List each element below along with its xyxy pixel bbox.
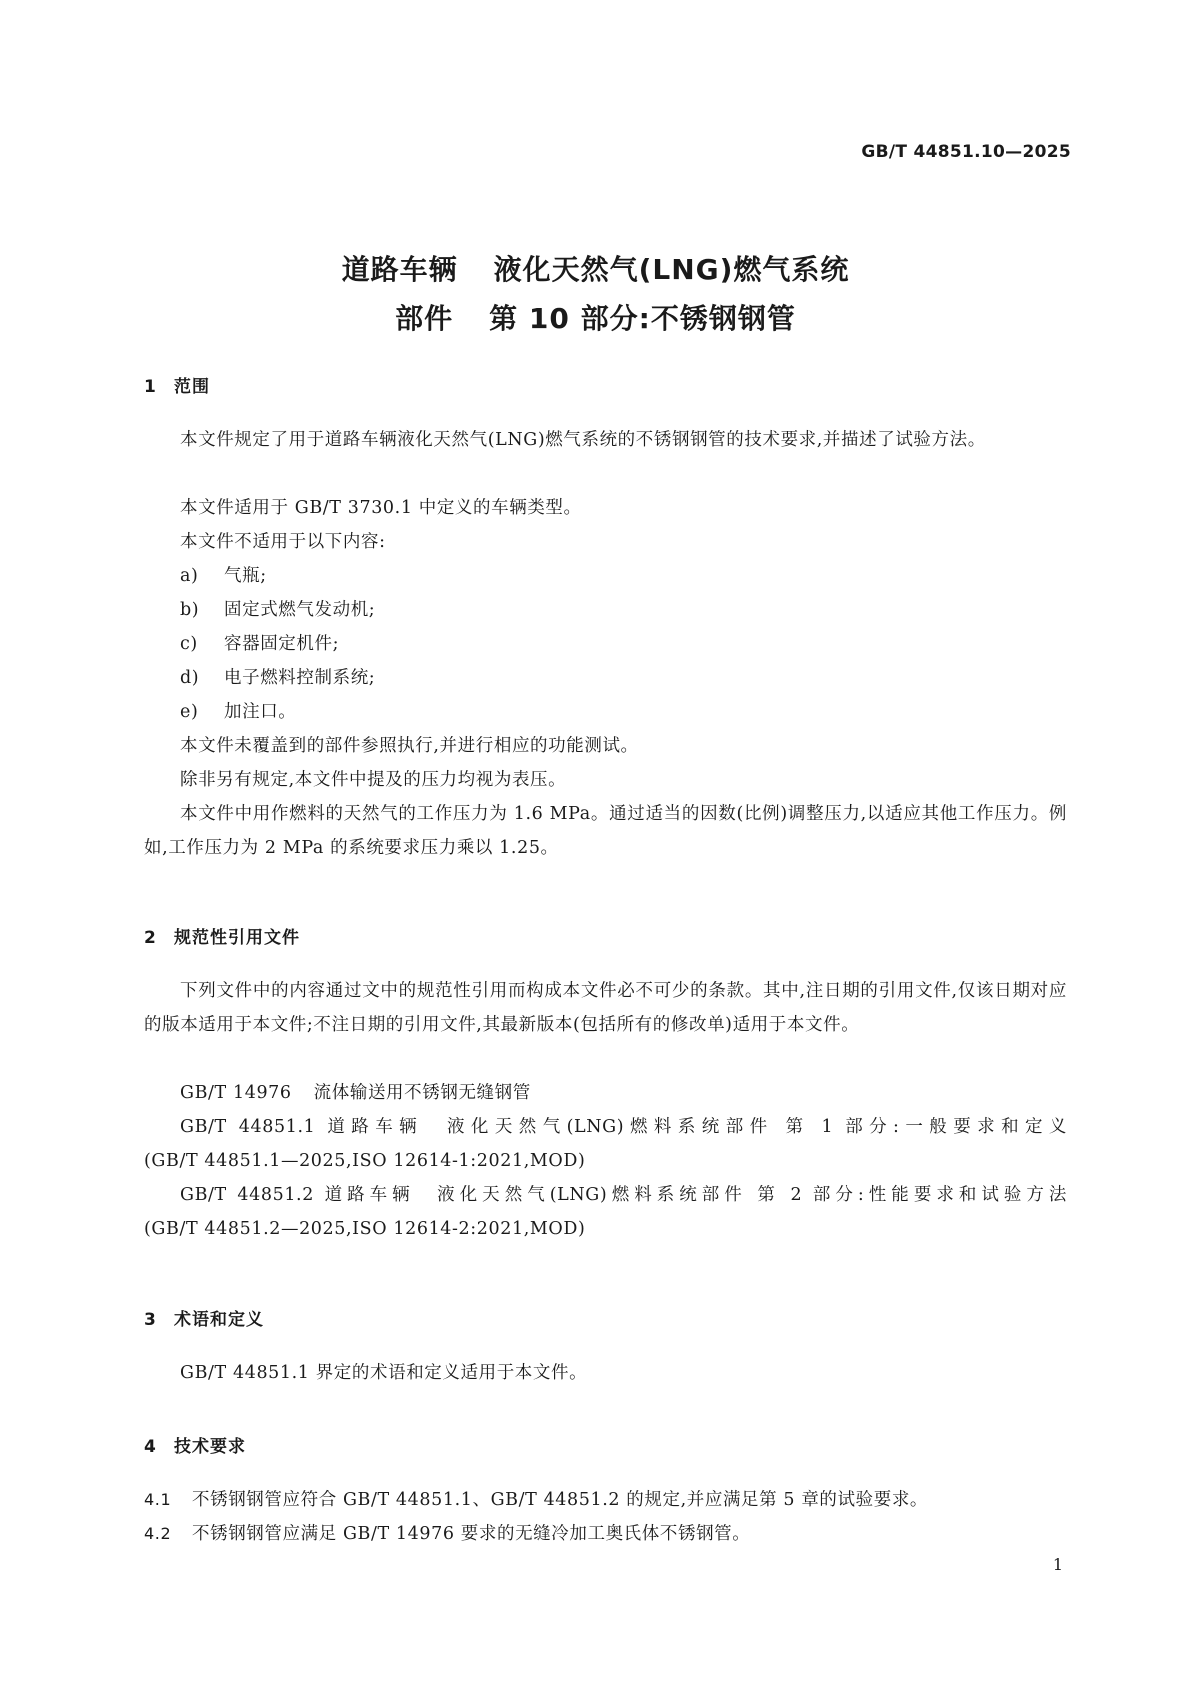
section-2-number: 2	[144, 928, 157, 948]
clause-number: 4.1	[144, 1490, 172, 1509]
page-number: 1	[1052, 1555, 1063, 1574]
list-item	[180, 559, 267, 593]
section-1-paragraph-2: 本文件适用于 GB/T 3730.1 中定义的车辆类型。	[180, 498, 582, 518]
reference-entry	[144, 1110, 1067, 1178]
reference-title: 道路车辆 液化天然气(LNG)燃料系统部件	[324, 1185, 747, 1205]
section-1-paragraph-4: 本文件未覆盖到的部件参照执行,并进行相应的功能测试。	[180, 736, 639, 756]
list-item-text: 加注口。	[224, 702, 297, 722]
section-1-paragraph-5: 除非另有规定,本文件中提及的压力均视为表压。	[180, 770, 567, 790]
reference-entry	[180, 1076, 531, 1110]
reference-code: GB/T 44851.1	[180, 1117, 316, 1137]
list-item-marker: b)	[180, 600, 200, 620]
section-3-number: 3	[144, 1310, 157, 1330]
reference-part: 第 2 部分:	[757, 1185, 865, 1205]
reference-part: 第 1 部分:	[785, 1117, 900, 1137]
list-item	[180, 627, 339, 661]
section-2-title: 规范性引用文件	[174, 928, 300, 948]
title-line-1-part-b: 液化天然气(LNG)燃气系统	[493, 253, 850, 286]
clause-number: 4.2	[144, 1524, 172, 1543]
reference-first-line	[144, 1178, 1067, 1212]
title-line-2	[0, 297, 1191, 337]
section-1-paragraph-6: 本文件中用作燃料的天然气的工作压力为 1.6 MPa。通过适当的因数(比例)调整压力,以适应其他工作压力。例如,工作压力为 2 MPa 的系统要求压力乘以 1.25。	[144, 804, 1067, 858]
list-item-text: 电子燃料控制系统;	[224, 668, 376, 688]
clause-text: 不锈钢钢管应满足 GB/T 14976 要求的无缝冷加工奥氏体不锈钢管。	[192, 1524, 751, 1544]
section-2-heading	[144, 923, 300, 948]
section-4-number: 4	[144, 1437, 157, 1457]
title-line-2-part-a: 部件	[395, 302, 454, 335]
list-item-text: 容器固定机件;	[224, 634, 340, 654]
reference-part-title: 性能要求和试验方法	[864, 1185, 1068, 1205]
list-item-marker: c)	[180, 634, 198, 654]
list-item-marker: a)	[180, 566, 199, 586]
list-item-text: 气瓶;	[224, 566, 267, 586]
list-item	[180, 695, 296, 729]
section-1-paragraph-1: 本文件规定了用于道路车辆液化天然气(LNG)燃气系统的不锈钢钢管的技术要求,并描述了试验方法。	[180, 430, 986, 450]
reference-entry	[144, 1178, 1067, 1246]
list-item-marker: e)	[180, 702, 199, 722]
section-4-heading	[144, 1432, 246, 1457]
section-3-title: 术语和定义	[174, 1310, 264, 1330]
reference-code: GB/T 44851.2	[180, 1185, 314, 1205]
title-line-2-part-b: 第 10 部分:不锈钢钢管	[489, 302, 796, 335]
clause-4-2	[144, 1517, 750, 1551]
list-item	[180, 661, 375, 695]
standard-code: GB/T 44851.10—2025	[861, 142, 1071, 162]
section-1-paragraph-3: 本文件不适用于以下内容:	[180, 532, 386, 552]
reference-title: 道路车辆 液化天然气(LNG)燃料系统部件	[327, 1117, 774, 1137]
list-item	[180, 593, 375, 627]
list-item-marker: d)	[180, 668, 200, 688]
clause-4-1	[144, 1483, 928, 1517]
list-item-text: 固定式燃气发动机;	[224, 600, 376, 620]
section-1-heading	[144, 372, 210, 397]
section-3-paragraph-1: GB/T 44851.1 界定的术语和定义适用于本文件。	[180, 1363, 588, 1383]
reference-first-line	[144, 1110, 1067, 1144]
section-3-heading	[144, 1305, 264, 1330]
section-2-paragraph-1: 下列文件中的内容通过文中的规范性引用而构成本文件必不可少的条款。其中,注日期的引用文件,仅该日期对应的版本适用于本文件;不注日期的引用文件,其最新版本(包括所有的修改单)适用于本文件。	[144, 981, 1067, 1035]
title-line-1	[0, 248, 1191, 288]
section-1-number: 1	[144, 377, 157, 397]
reference-equivalence: (GB/T 44851.2—2025,ISO 12614-2:2021,MOD)	[144, 1219, 586, 1239]
section-4-title: 技术要求	[174, 1437, 246, 1457]
section-1-title: 范围	[174, 377, 210, 397]
reference-part-title: 一般要求和定义	[899, 1117, 1068, 1137]
clause-text: 不锈钢钢管应符合 GB/T 44851.1、GB/T 44851.2 的规定,并应满足第 5 章的试验要求。	[192, 1490, 929, 1510]
reference-equivalence: (GB/T 44851.1—2025,ISO 12614-1:2021,MOD)	[144, 1151, 586, 1171]
reference-title: 流体输送用不锈钢无缝钢管	[313, 1083, 531, 1103]
reference-code: GB/T 14976	[180, 1083, 292, 1103]
title-line-1-part-a: 道路车辆	[341, 253, 458, 286]
